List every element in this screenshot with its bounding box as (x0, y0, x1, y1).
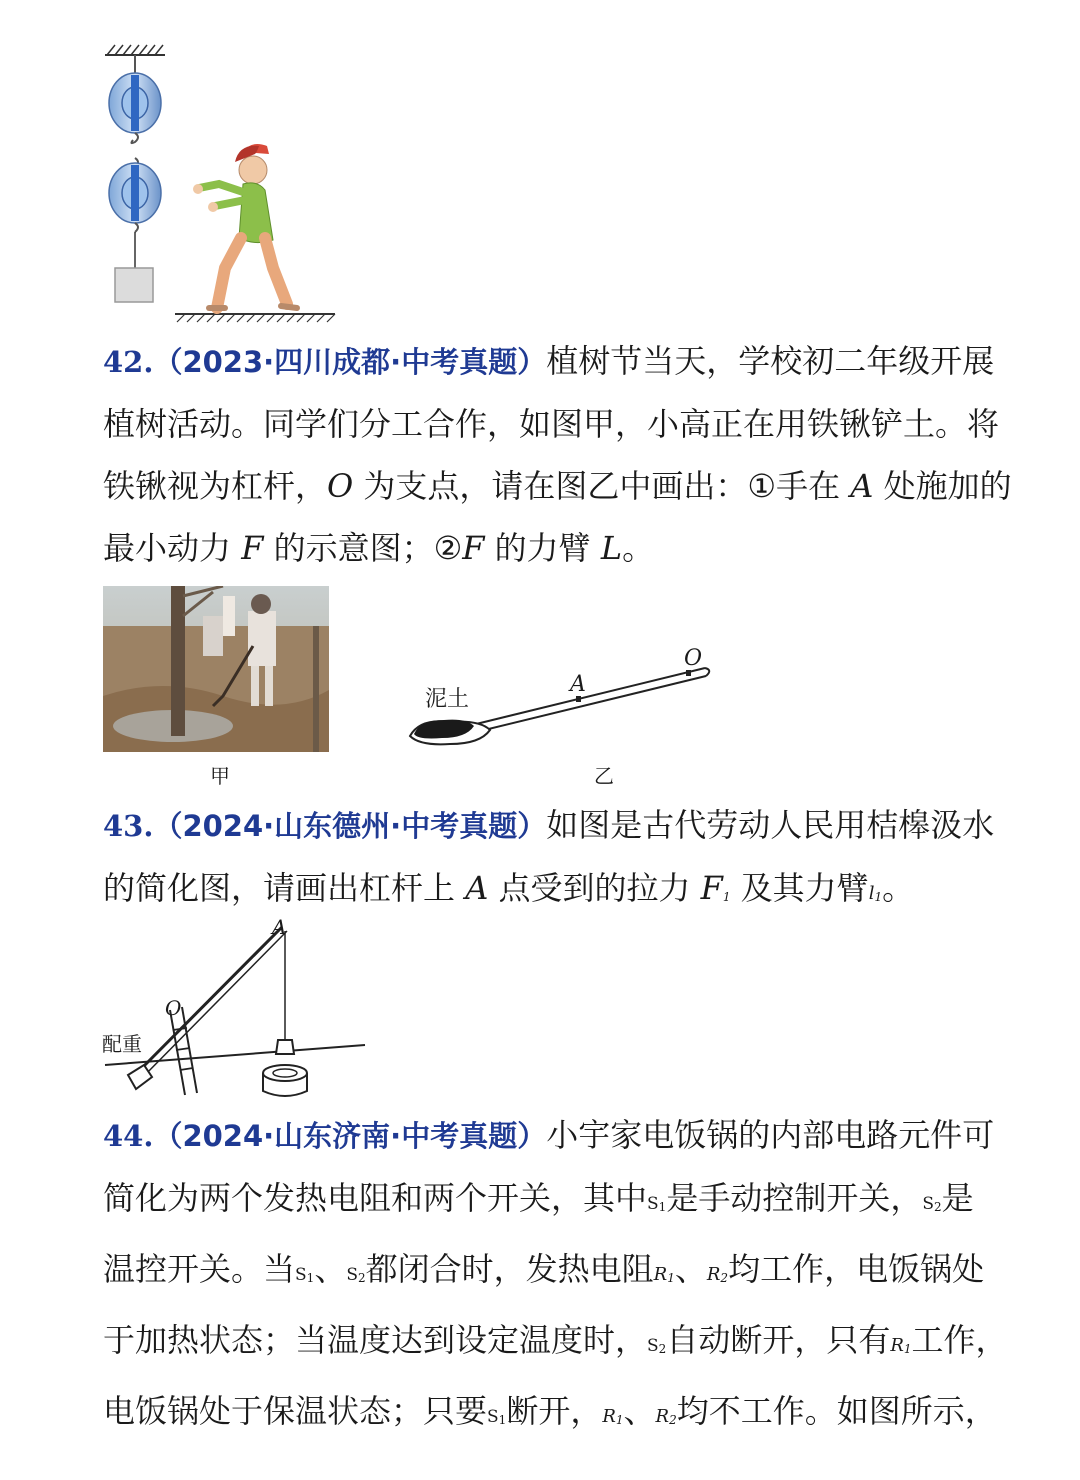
q43-text: 及其力臂 (730, 869, 869, 907)
q44-text: 断开， (506, 1392, 603, 1430)
resistor-R2 (656, 1406, 677, 1427)
var-F: F (241, 529, 264, 567)
label-O: O (165, 996, 182, 1020)
q44-text: 于加热状态；当温度达到设定温度时， (103, 1321, 648, 1359)
var-F1 (701, 869, 731, 907)
var-F: F (462, 529, 485, 567)
S: S (346, 1265, 358, 1285)
S-subscript: 1 (306, 1271, 315, 1285)
var-l: l (868, 883, 875, 904)
label-O: O (684, 646, 703, 671)
q44-text: 均工作，电饭锅处 (728, 1250, 985, 1288)
label-A: A (272, 915, 287, 939)
q44-number: 44. (103, 1119, 154, 1153)
q44-text: 电饭锅处于保温状态；只要 (103, 1392, 488, 1430)
q44-text: 小宇家电饭锅的内部电路元件可 (546, 1116, 995, 1154)
S-subscript: 2 (357, 1271, 366, 1285)
var-l1 (869, 883, 882, 904)
q42-text: 的示意图；② (263, 529, 463, 567)
q42-text: 的力臂 (484, 529, 601, 567)
switch-S1 (295, 1265, 314, 1285)
q44-line-1 (103, 1104, 993, 1167)
resistor-R1 (654, 1264, 675, 1285)
person-figure (193, 144, 297, 308)
S-subscript: 2 (933, 1200, 942, 1214)
S: S (922, 1194, 934, 1214)
R-subscript: 2 (669, 1413, 677, 1427)
caption-jia: 甲 (210, 764, 230, 788)
q42-line-1 (103, 330, 993, 393)
diagram-well-sweep (100, 915, 370, 1105)
S-subscript: 2 (658, 1342, 667, 1356)
q43-line-1 (103, 794, 993, 857)
question-44 (103, 1104, 1008, 1451)
label-A: A (570, 672, 586, 697)
q44-text: 自动断开，只有 (666, 1321, 891, 1359)
S: S (647, 1336, 659, 1356)
q44-line-2 (103, 1167, 993, 1238)
R: R (706, 1264, 721, 1285)
var-F-subscript: 1 (722, 890, 731, 904)
R-subscript: 1 (903, 1342, 912, 1356)
q44-source: （2024·山东济南·中考真题） (153, 1119, 547, 1153)
R-subscript: 1 (615, 1413, 624, 1427)
switch-S1 (487, 1407, 506, 1427)
label-counterweight: 配重 (102, 1032, 142, 1056)
S: S (295, 1265, 307, 1285)
label-soil: 泥土 (425, 687, 470, 712)
q44-line-4 (103, 1309, 1008, 1380)
figure-spring-scales (95, 40, 355, 330)
q42-text: 为支点，请在图乙中画出：①手在 (353, 467, 851, 505)
q42-text: 处施加的 (873, 467, 1012, 505)
question-42 (103, 330, 1012, 579)
q44-text: 、 (674, 1250, 707, 1288)
var-O: O (327, 467, 354, 505)
q44-text: 、 (314, 1250, 347, 1288)
S-subscript: 1 (658, 1200, 667, 1214)
q42-text: 最小动力 (103, 529, 242, 567)
var-L: L (600, 529, 623, 567)
q42-line-4 (103, 517, 993, 579)
q43-text: 点受到的拉力 (488, 869, 701, 907)
question-43 (103, 794, 993, 928)
q44-text: 工作， (911, 1321, 1008, 1359)
q44-text: 简化为两个发热电阻和两个开关，其中 (103, 1179, 648, 1217)
q44-text: 是 (941, 1179, 974, 1217)
q44-text: 都闭合时，发热电阻 (365, 1250, 654, 1288)
caption-yi: 乙 (594, 764, 614, 788)
resistor-R1 (602, 1406, 623, 1427)
R-subscript: 1 (667, 1271, 675, 1285)
q42-text: 植树节当天，学校初二年级开展 (546, 342, 995, 380)
q44-text: 均不工作。如图所示， (676, 1392, 997, 1430)
S-subscript: 1 (498, 1413, 507, 1427)
q42-line-3 (103, 455, 1012, 517)
R: R (653, 1264, 668, 1285)
q42-text: 铁锹视为杠杆， (103, 467, 328, 505)
q43-text: 如图是古代劳动人民用桔槔汲水 (546, 806, 995, 844)
resistor-R1 (890, 1335, 911, 1356)
q43-text: 。 (882, 869, 915, 907)
q42-number: 42. (103, 345, 154, 379)
q43-text: 的简化图，请画出杠杆上 (103, 869, 466, 907)
q43-number: 43. (103, 809, 154, 843)
switch-S2 (922, 1194, 941, 1214)
q42-source: （2023·四川成都·中考真题） (153, 345, 547, 379)
S: S (647, 1194, 659, 1214)
q42-text: 。 (622, 529, 655, 567)
R-subscript: 2 (720, 1271, 729, 1285)
switch-S1 (647, 1194, 666, 1214)
R: R (602, 1406, 616, 1427)
q44-text: 是手动控制开关， (666, 1179, 923, 1217)
R: R (655, 1406, 670, 1427)
R: R (890, 1335, 904, 1356)
switch-S2 (346, 1265, 365, 1285)
var-l-subscript: 1 (874, 890, 883, 904)
q44-line-3 (103, 1238, 993, 1309)
q43-source: （2024·山东德州·中考真题） (153, 809, 547, 843)
q44-text: 温控开关。当 (103, 1250, 296, 1288)
photo-jia (103, 586, 329, 752)
q44-text: 、 (623, 1392, 656, 1430)
q42-line-2: 植树活动。同学们分工合作，如图甲，小高正在用铁锹铲土。将 (103, 405, 1000, 443)
var-A: A (465, 869, 489, 907)
var-A: A (850, 467, 874, 505)
S: S (487, 1407, 499, 1427)
q44-line-5 (103, 1380, 997, 1451)
resistor-R2 (707, 1264, 728, 1285)
var-F: F (700, 869, 723, 907)
switch-S2 (647, 1336, 666, 1356)
